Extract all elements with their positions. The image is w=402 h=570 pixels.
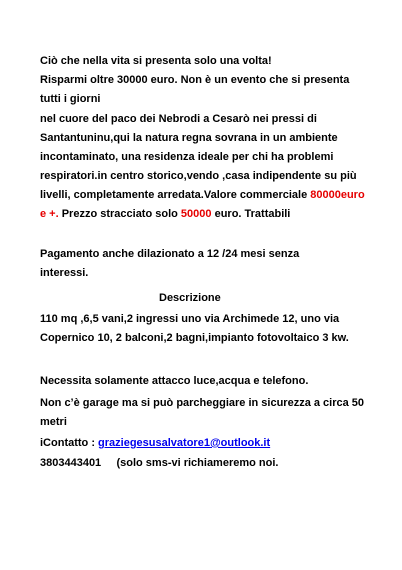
property-text-b: Prezzo stracciato solo	[58, 208, 181, 220]
property-text-a: nel cuore del paco dei Nebrodi a Cesarò nei pressi di Santantuninu,qui la natura regna sovrana in un ambiente incontaminato, una residenza ideale per chi ha problemi respiratori.in centro storico,vendo ,casa indipendente su più livelli, completamente arredata.Valore commerciale	[40, 113, 357, 201]
phone-line	[40, 454, 370, 473]
garage-paragraph: Non c’è garage ma si può parcheggiare in sicurezza a circa 50 metri	[40, 397, 365, 428]
contact-line	[40, 434, 370, 453]
offer-paragraph: Risparmi oltre 30000 euro. Non è un evento che si presenta tutti i giorni	[40, 74, 350, 105]
description-heading: Descrizione	[159, 292, 221, 304]
offer-price: 50000	[180, 208, 212, 220]
contact-email-link[interactable]: graziegesusalvatore1@outlook.it	[98, 437, 271, 449]
contact-label: iContatto :	[40, 437, 99, 449]
headline: Ciò che nella vita si presenta solo una volta!	[40, 55, 272, 67]
payment-paragraph: Pagamento anche dilazionato a 12 /24 mesi senza interessi.	[40, 248, 300, 279]
phone-note: (solo sms-vi richiameremo noi.	[101, 457, 279, 469]
needs-paragraph: Necessita solamente attacco luce,acqua e telefono.	[40, 375, 309, 387]
description-paragraph: 110 mq ,6,5 vani,2 ingressi uno via Archimede 12, uno via Copernico 10, 2 balconi,2 bagni,impianto fotovoltaico 3 kw.	[40, 313, 349, 344]
phone-number: 3803443401	[40, 457, 102, 469]
commercial-price: 80000euro e +.	[40, 189, 365, 220]
property-text-c: euro. Trattabili	[211, 208, 291, 220]
property-paragraph	[40, 110, 370, 224]
